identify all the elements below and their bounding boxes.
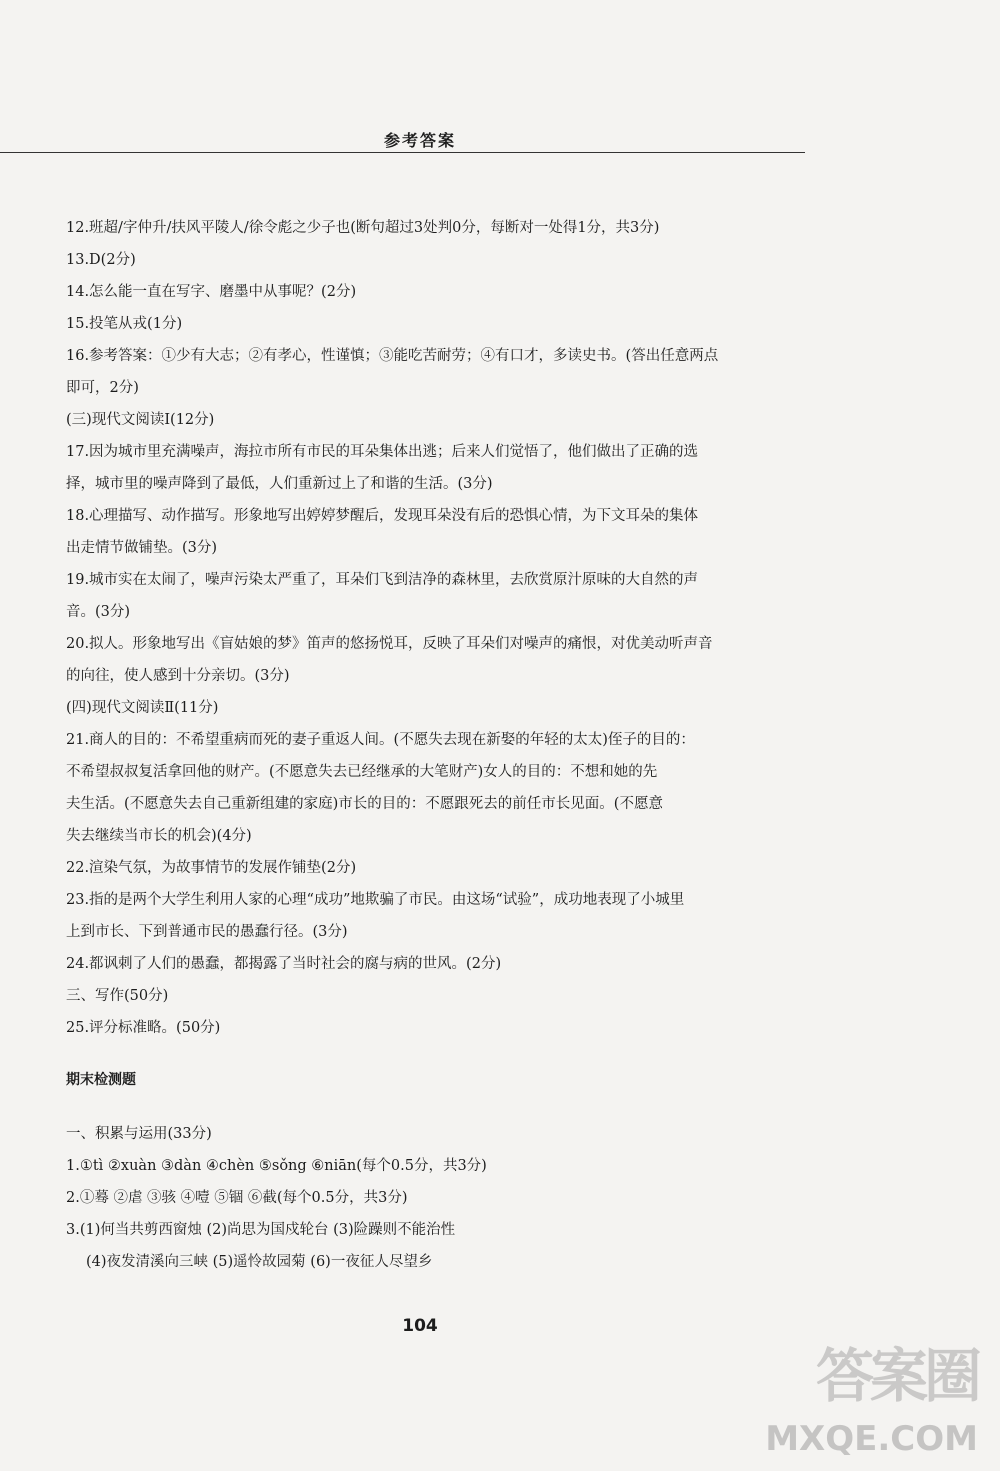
page-number: 104	[402, 1316, 438, 1336]
answer-line: 24.都讽刺了人们的愚蠢，都揭露了当时社会的腐与病的世风。(2分)	[66, 956, 502, 972]
section-title: 期末检测题	[66, 1072, 136, 1088]
watermark-glyphs: 答案圈	[815, 1342, 978, 1410]
answer-line: 21.商人的目的：不希望重病而死的妻子重返人间。(不愿失去现在新娶的年轻的太太)侄子的目的：	[66, 732, 695, 748]
answer-line: 20.拟人。形象地写出《盲姑娘的梦》笛声的悠扬悦耳，反映了耳朵们对噪声的痛恨，对优美动听声音	[66, 636, 713, 652]
page-header-title: 参考答案	[383, 131, 456, 150]
answer-line: 25.评分标准略。(50分)	[66, 1020, 221, 1036]
answer-line: 16.参考答案：①少有大志；②有孝心，性谨慎；③能吃苦耐劳；④有口才，多读史书。(答出任意两点	[66, 348, 719, 364]
answer-line: 即可，2分)	[66, 380, 139, 396]
answer-line: 1.①tì ②xuàn ③dàn ④chèn ⑤sǒng ⑥niān(每个0.5分，共3分)	[66, 1158, 487, 1174]
answer-line: 23.指的是两个大学生利用人家的心理“成功”地欺骗了市民。由这场“试验”，成功地表现了小城里	[66, 892, 685, 908]
answer-line: 不希望叔叔复活拿回他的财产。(不愿意失去已经继承的大笔财产)女人的目的：不想和她的先	[66, 764, 658, 780]
subsection-heading: (四)现代文阅读Ⅱ(11分)	[66, 700, 219, 716]
answer-line: 择，城市里的噪声降到了最低，人们重新过上了和谐的生活。(3分)	[66, 476, 493, 492]
watermark-url: MXQE.COM	[765, 1419, 978, 1459]
answer-line: 13.D(2分)	[66, 252, 136, 268]
answer-content	[66, 212, 816, 1278]
subsection-heading: 一、积累与运用(33分)	[66, 1126, 212, 1142]
answer-line: (4)夜发清溪向三峡 (5)遥怜故园菊 (6)一夜征人尽望乡	[86, 1254, 433, 1270]
subsection-heading: 三、写作(50分)	[66, 988, 169, 1004]
answer-line: 夫生活。(不愿意失去自己重新组建的家庭)市长的目的：不愿跟死去的前任市长见面。(不愿意	[66, 796, 663, 812]
answer-line: 14.怎么能一直在写字、磨墨中从事呢？(2分)	[66, 284, 357, 300]
answer-line: 的向往，使人感到十分亲切。(3分)	[66, 668, 290, 684]
subsection-heading: (三)现代文阅读Ⅰ(12分)	[66, 412, 215, 428]
answer-line: 失去继续当市长的机会)(4分)	[66, 828, 252, 844]
answer-line: 3.(1)何当共剪西窗烛 (2)尚思为国戍轮台 (3)险躁则不能治性	[66, 1222, 456, 1238]
answer-line: 19.城市实在太闹了，噪声污染太严重了，耳朵们飞到洁净的森林里，去欣赏原汁原味的大自然的声	[66, 572, 699, 588]
answer-line: 12.班超/字仲升/扶风平陵人/徐令彪之少子也(断句超过3处判0分，每断对一处得1分，共3分)	[66, 220, 660, 236]
answer-line: 18.心理描写、动作描写。形象地写出婷婷梦醒后，发现耳朵没有后的恐惧心情，为下文耳朵的集体	[66, 508, 699, 524]
answer-line: 出走情节做铺垫。(3分)	[66, 540, 218, 556]
answer-line: 15.投笔从戎(1分)	[66, 316, 183, 332]
answer-line: 音。(3分)	[66, 604, 131, 620]
header-divider	[0, 152, 805, 153]
watermark-logo	[765, 1329, 978, 1459]
answer-line: 22.渲染气氛，为故事情节的发展作铺垫(2分)	[66, 860, 357, 876]
answer-line: 2.①蓦 ②虐 ③骇 ④噎 ⑤锢 ⑥截(每个0.5分，共3分)	[66, 1190, 408, 1206]
answer-line: 17.因为城市里充满噪声，海拉市所有市民的耳朵集体出逃；后来人们觉悟了，他们做出了正确的选	[66, 444, 699, 460]
answer-line: 上到市长、下到普通市民的愚蠢行径。(3分)	[66, 924, 348, 940]
